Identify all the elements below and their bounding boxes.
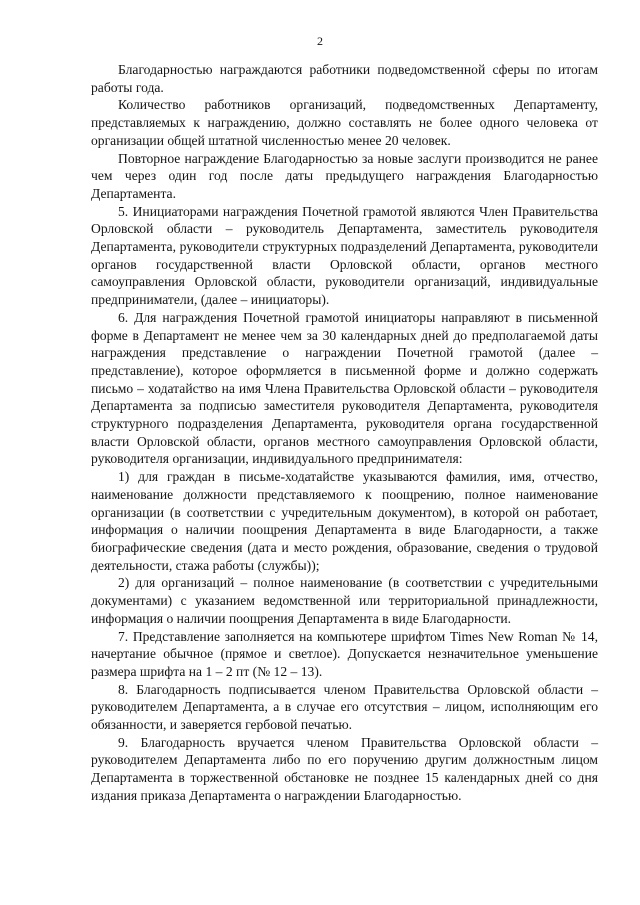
paragraph-repeat-award: Повторное награждение Благодарностью за новые заслуги производится не ранее чем через один год после даты предыдущего награждения Благодарностью Департамента. xyxy=(91,150,598,201)
paragraph-item-7-font: 7. Представление заполняется на компьютере шрифтом Times New Roman № 14, начертание обычное (прямое и светлое). Допускается незначительное уменьшение размера шрифта на 1 – 2 пт (№ 12 – 13). xyxy=(91,628,598,679)
document-body xyxy=(91,61,598,805)
paragraph-subitem-2-organizations: 2) для организаций – полное наименование (в соответствии с учредительными документами) с указанием ведомственной или территориальной принадлежности, информация о наличии поощрения Департамента в виде Благодарности. xyxy=(91,575,598,626)
paragraph-item-6-submission: 6. Для награждения Почетной грамотой инициаторы направляют в письменной форме в Департамент не менее чем за 30 календарных дней до предполагаемой даты награждения представление о награждении Почетной грамотой (далее – представление), которое оформляется в письменной форме и должно содержать письмо – ходатайство на имя Члена Правительства Орловской области – руководителя Департамента за подписью заместителя руководителя Департамента, руководителя структурного подразделения Департамента, руководителя органа государственной власти Орловской области, органов местного самоуправления Орловской области, руководителя организации, индивидуального предпринимателя: xyxy=(91,309,598,467)
page-number: 2 xyxy=(317,34,323,48)
paragraph-subitem-1-citizens: 1) для граждан в письме-ходатайстве указываются фамилия, имя, отчество, наименование должности представляемого к поощрению, полное наименование организации (в соответствии с учредительным документом), в которой он работает, информация о наличии поощрения Департамента в виде Благодарности, а также биографические сведения (дата и место рождения, образование, сведения о трудовой деятельности, стажа работы (службы)); xyxy=(91,469,598,573)
paragraph-item-9-presentation: 9. Благодарность вручается членом Правительства Орловской области – руководителем Департамента либо по его поручению другим должностным лицом Департамента в торжественной обстановке не позднее 15 календарных дней со дня издания приказа Департамента о награждении Благодарностью. xyxy=(91,734,598,803)
paragraph-number-of-employees: Количество работников организаций, подведомственных Департаменту, представляемых к награждению, должно составлять не более одного человека от организации общей штатной численностью менее 20 человек. xyxy=(91,97,598,148)
paragraph-item-8-signature: 8. Благодарность подписывается членом Правительства Орловской области – руководителем Департамента, а в случае его отсутствия – лицом, исполняющим его обязанности, и заверяется гербовой печатью. xyxy=(91,681,598,733)
paragraph-item-5-initiators: 5. Инициаторами награждения Почетной грамотой являются Член Правительства Орловской области – руководитель Департамента, заместитель руководителя Департамента, руководители структурных подразделений Департамента, руководители органов государственной власти Орловской области, органов местного самоуправления Орловской области, руководители организаций, индивидуальные предприниматели, (далее – инициаторы). xyxy=(91,203,598,308)
paragraph-gratitude-recipients: Благодарностью награждаются работники подведомственной сферы по итогам работы года. xyxy=(91,62,598,95)
